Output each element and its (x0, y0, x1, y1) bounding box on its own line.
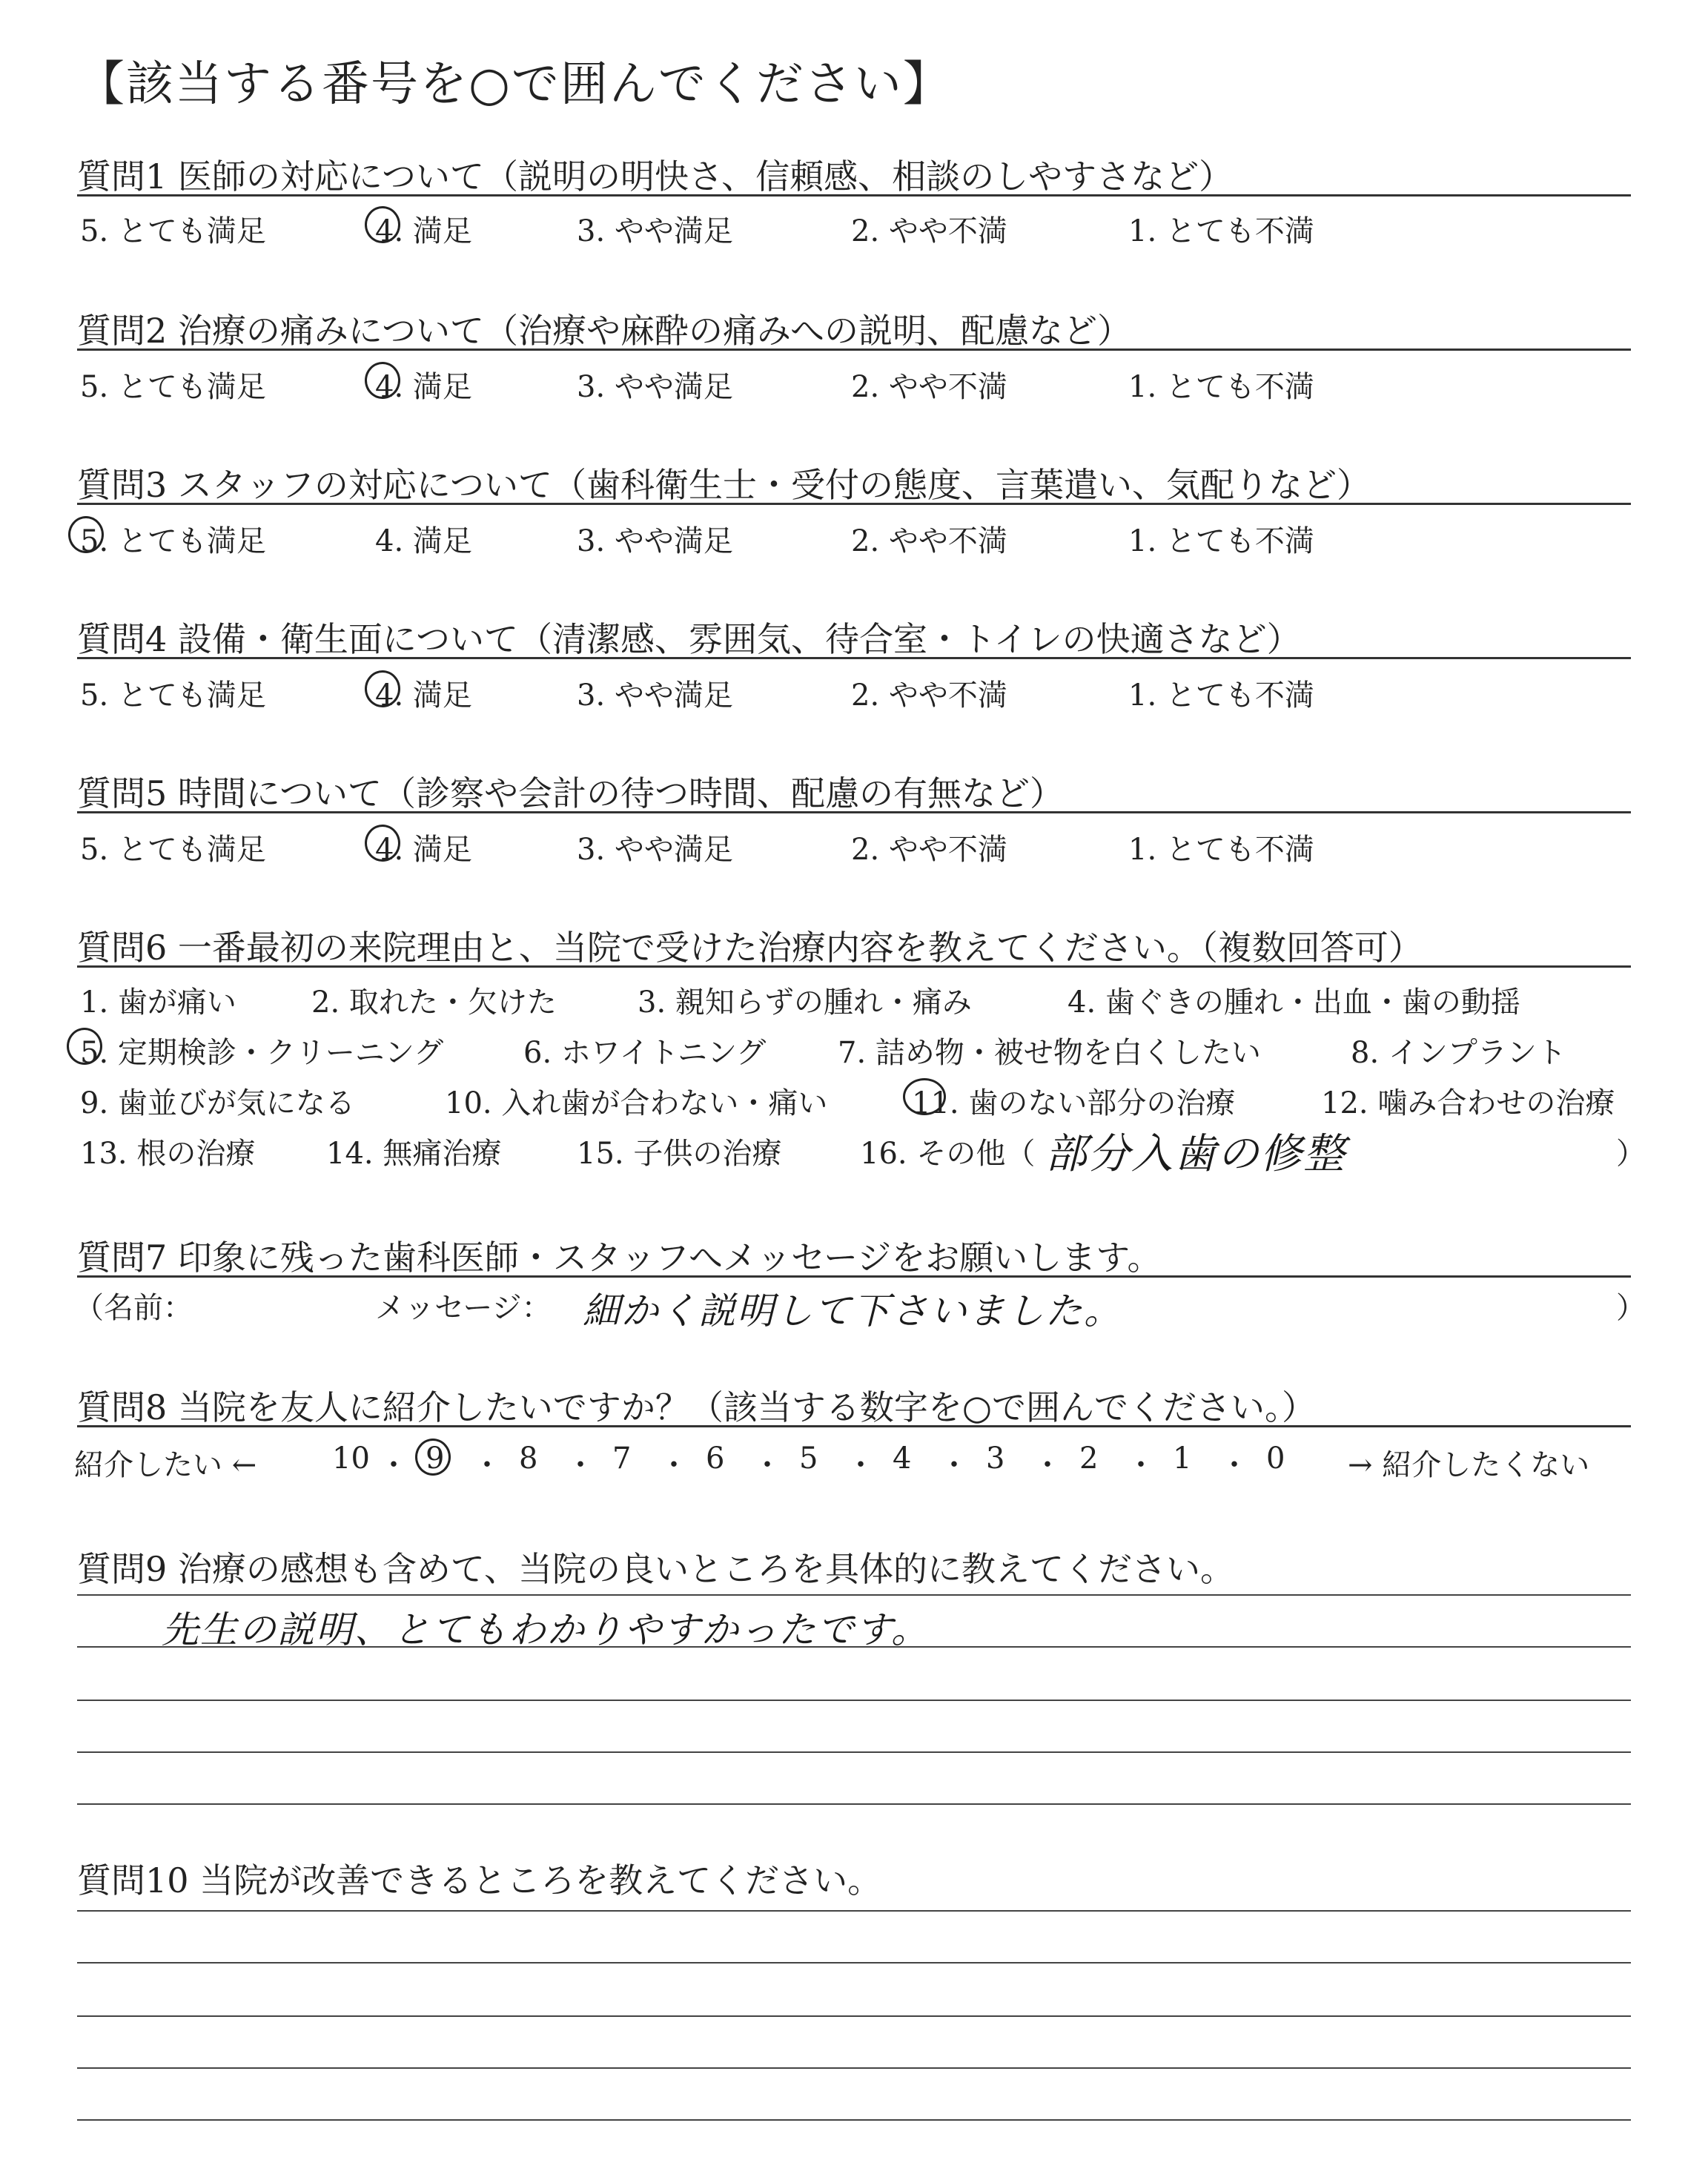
q8-separator: ・ (1219, 1448, 1249, 1482)
q6-item-11[interactable]: 11. 歯のない部分の治療 (912, 1086, 1236, 1120)
q6-item-5[interactable]: 5. 定期検診・クリーニング (80, 1036, 444, 1070)
q4-option-3[interactable]: 3. やや満足 (577, 678, 733, 713)
q1-option-5[interactable]: 5. とても満足 (80, 214, 266, 248)
q6-item-14[interactable]: 14. 無痛治療 (326, 1137, 502, 1171)
q4-option-2[interactable]: 2. やや不満 (851, 678, 1007, 713)
q6-item-12[interactable]: 12. 噛み合わせの治療 (1321, 1086, 1615, 1120)
q7-message-handwritten[interactable]: 細かく説明して下さいました。 (583, 1289, 1122, 1332)
q1-option-2[interactable]: 2. やや不満 (851, 214, 1007, 248)
q7-name-label: （名前： (74, 1291, 193, 1325)
q6-item-16[interactable]: 16. その他（ (860, 1137, 1036, 1171)
q8-score-0[interactable]: 0 (1266, 1441, 1285, 1476)
q6-item-15[interactable]: 15. 子供の治療 (577, 1137, 782, 1171)
q2-option-5[interactable]: 5. とても満足 (80, 370, 266, 404)
q10-line-3 (77, 2015, 1631, 2017)
q8-separator: ・ (659, 1448, 689, 1482)
q8-separator: ・ (379, 1448, 408, 1482)
q6-item-2[interactable]: 2. 取れた・欠けた (311, 985, 557, 1020)
q8-selected-circle (415, 1439, 451, 1476)
question-1-rule (77, 194, 1631, 196)
q3-option-2[interactable]: 2. やや不満 (851, 524, 1007, 558)
q3-option-4[interactable]: 4. 満足 (375, 524, 472, 558)
question-10-label: 質問10 当院が改善できるところを教えてください。 (77, 1860, 882, 1900)
q1-option-3[interactable]: 3. やや満足 (577, 214, 733, 248)
question-5-label: 質問5 時間について（診察や会計の待つ時間、配慮の有無など） (77, 773, 1064, 813)
question-9-label: 質問9 治療の感想も含めて、当院の良いところを具体的に教えてください。 (77, 1549, 1234, 1589)
q8-separator: ・ (846, 1448, 875, 1482)
q8-score-3[interactable]: 3 (986, 1441, 1005, 1476)
q9-line-1 (77, 1594, 1631, 1596)
q10-line-4 (77, 2067, 1631, 2069)
q8-score-4[interactable]: 4 (893, 1441, 912, 1476)
q8-right-label: → 紹介したくない (1348, 1448, 1590, 1482)
q6-item-10[interactable]: 10. 入れ歯が合わない・痛い (445, 1086, 828, 1120)
q6-item-7[interactable]: 7. 詰め物・被せ物を白くしたい (838, 1036, 1261, 1070)
q7-close-paren: ） (1616, 1291, 1646, 1325)
q8-score-1[interactable]: 1 (1173, 1441, 1192, 1476)
q5-option-4[interactable]: 4. 満足 (375, 833, 472, 867)
q4-option-4[interactable]: 4. 満足 (375, 678, 472, 713)
question-4-label: 質問4 設備・衛生面について（清潔感、雰囲気、待合室・トイレの快適さなど） (77, 619, 1301, 659)
q8-separator: ・ (1126, 1448, 1156, 1482)
q4-option-5[interactable]: 5. とても満足 (80, 678, 266, 713)
q9-line-3 (77, 1700, 1631, 1701)
q10-line-2 (77, 1962, 1631, 1964)
page-title: 【該当する番号を○で囲んでください】 (77, 57, 952, 112)
q4-selected-circle (365, 670, 400, 707)
q6-item-9[interactable]: 9. 歯並びが気になる (80, 1086, 355, 1120)
q10-line-1 (77, 1910, 1631, 1912)
question-4-rule (77, 657, 1631, 659)
question-1-label: 質問1 医師の対応について（説明の明快さ、信頼感、相談のしやすさなど） (77, 156, 1234, 196)
question-6-rule (77, 965, 1631, 968)
q6-item-1[interactable]: 1. 歯が痛い (80, 985, 236, 1020)
q3-option-5[interactable]: 5. とても満足 (80, 524, 266, 558)
q6-item-6[interactable]: 6. ホワイトニング (523, 1036, 767, 1070)
question-8-label: 質問8 当院を友人に紹介したいですか？（該当する数字を○で囲んでください。） (77, 1387, 1317, 1427)
q2-selected-circle (365, 362, 400, 399)
q8-separator: ・ (472, 1448, 502, 1482)
q8-score-10[interactable]: 10 (332, 1441, 370, 1476)
question-3-rule (77, 503, 1631, 505)
q5-option-3[interactable]: 3. やや満足 (577, 833, 733, 867)
q8-score-2[interactable]: 2 (1079, 1441, 1099, 1476)
q4-option-1[interactable]: 1. とても不満 (1128, 678, 1314, 713)
q7-message-label: メッセージ： (375, 1291, 552, 1325)
q9-line-4 (77, 1751, 1631, 1753)
question-5-rule (77, 811, 1631, 813)
q8-score-5[interactable]: 5 (799, 1441, 818, 1476)
q8-score-8[interactable]: 8 (519, 1441, 538, 1476)
question-7-rule (77, 1275, 1631, 1278)
q6-item-8[interactable]: 8. インプラント (1351, 1036, 1566, 1070)
q8-score-6[interactable]: 6 (706, 1441, 725, 1476)
q8-separator: ・ (752, 1448, 782, 1482)
q6-other-close-paren: ） (1616, 1137, 1646, 1171)
question-7-label: 質問7 印象に残った歯科医師・スタッフへメッセージをお願いします。 (77, 1238, 1162, 1278)
q5-option-5[interactable]: 5. とても満足 (80, 833, 266, 867)
q1-option-1[interactable]: 1. とても不満 (1128, 214, 1314, 248)
q6-other-handwritten[interactable]: 部分入歯の修整 (1045, 1130, 1346, 1178)
q8-separator: ・ (939, 1448, 969, 1482)
q6-item-13[interactable]: 13. 根の治療 (80, 1137, 256, 1171)
question-2-rule (77, 349, 1631, 351)
question-6-label: 質問6 一番最初の来院理由と、当院で受けた治療内容を教えてください。（複数回答可） (77, 928, 1423, 968)
q2-option-3[interactable]: 3. やや満足 (577, 370, 733, 404)
q6-selected-circle-5 (67, 1028, 102, 1065)
q5-selected-circle (365, 825, 400, 862)
q8-score-9[interactable]: 9 (426, 1441, 445, 1476)
q8-score-7[interactable]: 7 (612, 1441, 632, 1476)
question-3-label: 質問3 スタッフの対応について（歯科衛生士・受付の態度、言葉遣い、気配りなど） (77, 465, 1371, 505)
q6-item-3[interactable]: 3. 親知らずの腫れ・痛み (638, 985, 972, 1020)
q8-separator: ・ (1033, 1448, 1062, 1482)
question-2-label: 質問2 治療の痛みについて（治療や麻酔の痛みへの説明、配慮など） (77, 311, 1132, 351)
q8-left-label: 紹介したい ← (74, 1448, 257, 1482)
q9-line-2 (77, 1646, 1631, 1648)
q3-selected-circle (68, 516, 104, 553)
q2-option-1[interactable]: 1. とても不満 (1128, 370, 1314, 404)
q2-option-2[interactable]: 2. やや不満 (851, 370, 1007, 404)
q1-option-4[interactable]: 4. 満足 (375, 214, 472, 248)
q1-selected-circle (365, 206, 400, 243)
q5-option-2[interactable]: 2. やや不満 (851, 833, 1007, 867)
q8-separator: ・ (566, 1448, 595, 1482)
q3-option-1[interactable]: 1. とても不満 (1128, 524, 1314, 558)
q3-option-3[interactable]: 3. やや満足 (577, 524, 733, 558)
q6-item-4[interactable]: 4. 歯ぐきの腫れ・出血・歯の動揺 (1068, 985, 1520, 1020)
question-8-rule (77, 1425, 1631, 1427)
q5-option-1[interactable]: 1. とても不満 (1128, 833, 1314, 867)
q9-answer-handwritten[interactable]: 先生の説明、とてもわかりやすかったです。 (162, 1608, 930, 1651)
q6-selected-circle-11 (903, 1078, 946, 1115)
q9-line-5 (77, 1803, 1631, 1805)
q2-option-4[interactable]: 4. 満足 (375, 370, 472, 404)
q10-line-5 (77, 2119, 1631, 2121)
